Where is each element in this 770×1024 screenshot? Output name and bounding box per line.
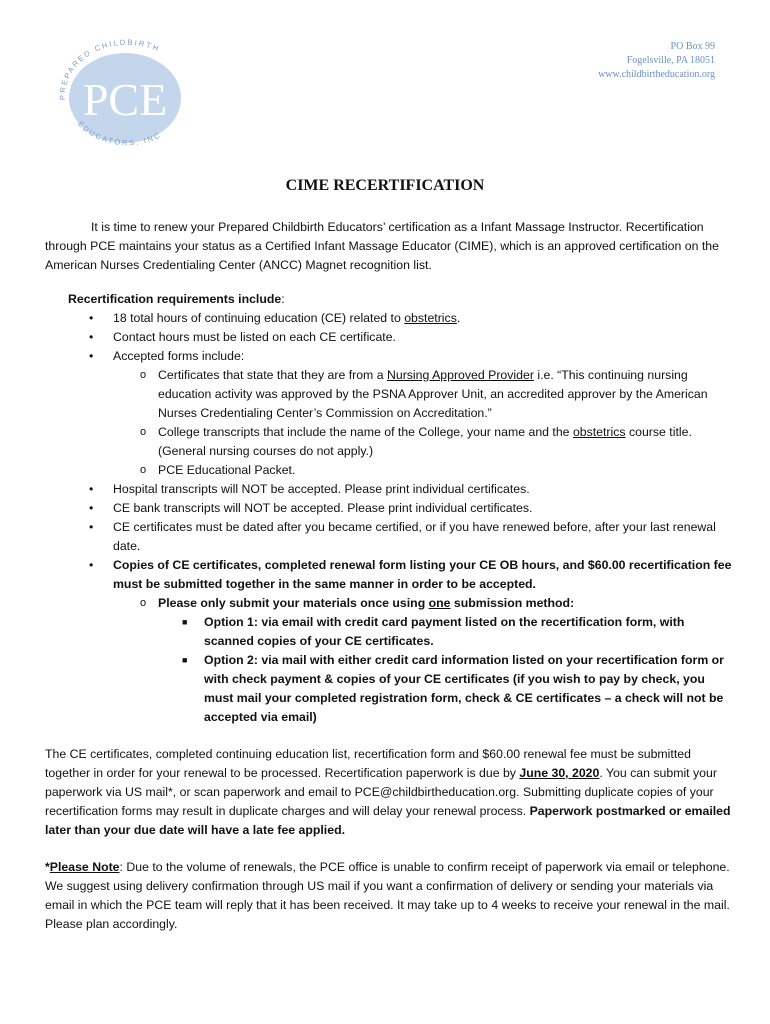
bullet-icon: •	[89, 330, 94, 344]
submission-list	[113, 594, 735, 727]
logo-top-arc: PREPARED CHILDBIRTH	[57, 38, 162, 101]
bullet-icon: •	[89, 349, 94, 363]
list-item: • Accepted forms include: o Certificates that state that they are from a Nursing Approved Provider i.e. “This continuing nursing education activity was approved by the PSNA Approver Unit, an accredited approver by the American Nurses Credentialing Center’s Commission on Accreditation.” o College transcripts that include the name of the College, your name and the obstetrics course title. (General nursing courses do not apply.) o PCE Educational Packet.	[45, 347, 735, 480]
bullet-icon: •	[89, 311, 94, 325]
closing-paragraph: The CE certificates, completed continuing education list, recertification form and $60.00 renewal fee must be submitted together in order for your renewal to be processed. Recertification paperwork is due by June 30, 2020. You can submit your paperwork via US mail*, or scan paperwork and email to PCE@childbirtheducation.org. Submitting duplicate copies of your recertification forms may result in duplicate charges and will delay your renewal process. Paperwork postmarked or emailed later than your due date will have a late fee applied.	[45, 747, 731, 837]
list-item: • CE certificates must be dated after you became certified, or if you have renewed before, after your last renewal date.	[89, 520, 716, 553]
bullet-icon: •	[89, 558, 94, 572]
square-bullet-icon: ■	[182, 617, 188, 627]
address-line-1: PO Box 99	[670, 41, 715, 52]
list-item: o Please only submit your materials once using one submission method: ■ Option 1: via email with credit card payment listed on the recertification form, with scanned copies of your CE certificates. ■ Option 2: via mail with either credit card information listed on your recertification form or with check payment & copies of your CE certificates (if you wish to pay by check, you must mail your completed registration form, check & CE certificates – a check will not be accepted via email)	[45, 594, 735, 727]
circle-bullet-icon: o	[140, 426, 147, 438]
list-item: o College transcripts that include the name of the College, your name and the obstetrics course title. (General nursing courses do not apply.)	[140, 425, 692, 458]
submission-options-list	[158, 613, 735, 727]
website-link[interactable]: www.childbirtheducation.org	[598, 69, 715, 80]
list-item: ■ Option 2: via mail with either credit card information listed on your recertification form or with check payment & copies of your CE certificates (if you wish to pay by check, you must mail your completed registration form, check & CE certificates – a check will not be accepted via email)	[182, 653, 724, 724]
requirements-list	[45, 309, 735, 727]
bullet-icon: •	[89, 482, 94, 496]
page-title: CIME RECERTIFICATION	[285, 177, 485, 194]
list-item: o PCE Educational Packet.	[45, 461, 735, 480]
document-body	[45, 218, 735, 934]
bullet-icon: •	[89, 520, 94, 534]
logo-bottom-arc: EDUCATORS, INC	[76, 119, 164, 148]
bullet-icon: •	[89, 501, 94, 515]
circle-bullet-icon: o	[140, 369, 147, 381]
list-item: • 18 total hours of continuing education (CE) related to obstetrics.	[45, 309, 735, 328]
logo-monogram: PCE	[82, 74, 168, 125]
pce-logo	[50, 38, 200, 158]
list-item: ■ Option 1: via email with credit card payment listed on the recertification form, with scanned copies of your CE certificates.	[182, 615, 685, 648]
return-address	[598, 40, 715, 82]
note-paragraph: *Please Note: Due to the volume of renewals, the PCE office is unable to confirm receipt of paperwork via email or telephone. We suggest using delivery confirmation through US mail if you want a confirmation of delivery or sending your materials via email in which the PCE team will reply that it has been received. It may take up to 4 weeks to receive your renewal in the mail. Please plan accordingly.	[45, 860, 730, 931]
square-bullet-icon: ■	[182, 655, 188, 665]
requirements-heading: Recertification requirements include:	[68, 292, 285, 306]
circle-bullet-icon: o	[140, 464, 147, 476]
list-item: • CE bank transcripts will NOT be accepted. Please print individual certificates.	[45, 499, 735, 518]
address-line-2: Fogelsville, PA 18051	[626, 55, 715, 66]
accepted-forms-list	[113, 366, 735, 480]
intro-paragraph: It is time to renew your Prepared Childbirth Educators’ certification as a Infant Massage Instructor. Recertification through PCE maintains your status as a Certified Infant Massage Educator (CIME), which is an approved certification on the American Nurses Credentialing Center (ANCC) Magnet recognition list.	[45, 220, 719, 272]
list-item: • Contact hours must be listed on each CE certificate.	[45, 328, 735, 347]
list-item: • Copies of CE certificates, completed renewal form listing your CE OB hours, and $60.00 recertification fee must be submitted together in the same manner in order to be accepted. o Please only submit your materials once using one submission method: ■ Option 1: via email with credit card payment listed on the recertification form, with scanned copies of your CE certificates. ■ Option 2: via mail with either credit card information listed on your recertification form or with check payment & copies of your CE certificates (if you wish to pay by check, you must mail your completed registration form, check & CE certificates – a check will not be accepted via email)	[45, 556, 735, 727]
circle-bullet-icon: o	[140, 597, 147, 609]
list-item: • Hospital transcripts will NOT be accepted. Please print individual certificates.	[45, 480, 735, 499]
list-item: o Certificates that state that they are from a Nursing Approved Provider i.e. “This continuing nursing education activity was approved by the PSNA Approver Unit, an accredited approver by the American Nurses Credentialing Center’s Commission on Accreditation.”	[140, 368, 708, 420]
due-date: June 30, 2020	[519, 766, 600, 780]
